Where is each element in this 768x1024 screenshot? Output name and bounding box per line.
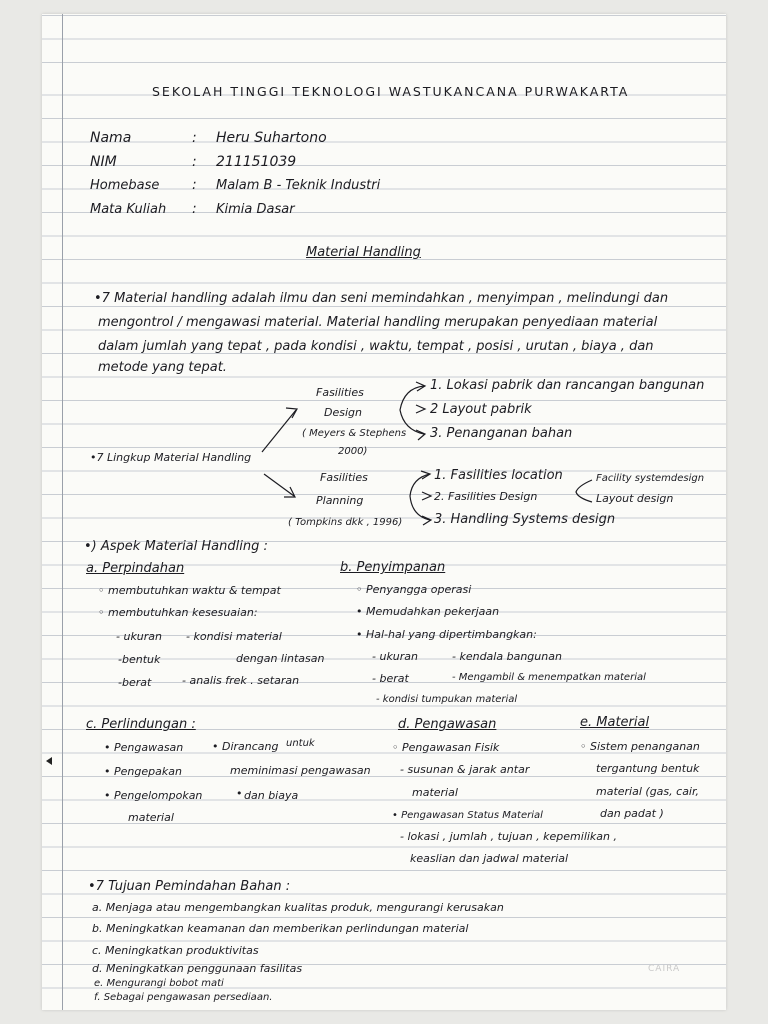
- aspect-e-title: e. Material: [580, 715, 650, 730]
- facilities-planning-item: 3. Handling Systems design: [434, 512, 616, 527]
- aspect-c-item: • Dirancang: [212, 740, 279, 753]
- aspect-c-item: • Pengepakan: [104, 765, 182, 778]
- brace-design: [576, 480, 592, 502]
- aspect-a-subitem: -berat: [118, 676, 152, 689]
- aspect-e-item: material (gas, cair,: [596, 785, 700, 798]
- aspect-a-subitem: dengan lintasan: [236, 652, 325, 665]
- aspect-b-subitem: - berat: [372, 672, 409, 685]
- identity-value: Kimia Dasar: [216, 202, 295, 217]
- aspect-a-subitem: - kondisi material: [186, 630, 282, 643]
- aspect-d-item: material: [412, 786, 458, 799]
- aspect-a-item: ◦ membutuhkan waktu & tempat: [98, 584, 281, 597]
- goal-item: b. Meningkatkan keamanan dan memberikan perlindungan material: [92, 922, 469, 935]
- facilities-design-item: 3. Penanganan bahan: [430, 426, 573, 441]
- aspect-c-item: meminimasi pengawasan: [230, 764, 371, 777]
- aspect-a-subitem: - analis frek . setaran: [182, 674, 300, 687]
- facilities-design-item: 2 Layout pabrik: [430, 402, 532, 417]
- identity-separator: :: [192, 130, 197, 146]
- definition-line: •7 Material handling adalah ilmu dan seni memindahkan , menyimpan , melindungi dan: [94, 291, 669, 306]
- facilities-design-source: ( Meyers & Stephens: [302, 428, 407, 439]
- aspects-heading: •) Aspek Material Handling :: [84, 539, 268, 554]
- identity-label: NIM: [90, 154, 117, 170]
- facilities-design-label: Fasilities: [316, 386, 364, 399]
- aspect-d-item: ◦ Pengawasan Fisik: [392, 741, 500, 754]
- identity-value: Heru Suhartono: [216, 130, 327, 146]
- identity-value: 211151039: [216, 154, 297, 170]
- aspect-b-subitem: - kondisi tumpukan material: [376, 694, 518, 705]
- aspect-b-item: • Memudahkan pekerjaan: [356, 605, 500, 618]
- aspect-b-subitem: - kendala bangunan: [452, 650, 562, 663]
- page-title: SEKOLAH TINGGI TEKNOLOGI WASTUKANCANA PURWAKARTA: [152, 84, 630, 99]
- identity-label: Mata Kuliah: [90, 202, 167, 217]
- brace-facilities-design: [400, 386, 424, 434]
- arrow-to-facilities-design: [262, 410, 296, 452]
- goal-item: c. Meningkatkan produktivitas: [92, 944, 259, 957]
- identity-label: Homebase: [90, 178, 160, 193]
- definition-line: mengontrol / mengawasi material. Material handling merupakan penyediaan material: [98, 315, 658, 330]
- identity-value: Malam B - Teknik Industri: [216, 178, 381, 193]
- aspect-e-item: dan padat ): [600, 807, 664, 820]
- goal-item: a. Menjaga atau mengembangkan kualitas produk, mengurangi kerusakan: [92, 901, 504, 914]
- aspect-a-subitem: - ukuran: [116, 630, 163, 643]
- aspect-a-title: a. Perpindahan: [86, 561, 185, 576]
- aspect-a-item: ◦ membutuhkan kesesuaian:: [98, 606, 258, 619]
- brace-facilities-planning: [410, 474, 430, 520]
- facilities-planning-source: ( Tompkins dkk , 1996): [288, 517, 403, 528]
- aspect-d-item: - susunan & jarak antar: [400, 763, 530, 776]
- topic-heading: Material Handling: [306, 245, 421, 260]
- goals-heading: •7 Tujuan Pemindahan Bahan :: [88, 879, 291, 894]
- aspect-d-title: d. Pengawasan: [398, 717, 497, 732]
- definition-line: dalam jumlah yang tepat , pada kondisi , waktu, tempat , posisi , urutan , biaya , dan: [98, 339, 654, 354]
- facilities-planning-item: 2. Fasilities Design: [434, 490, 538, 503]
- aspect-c-item: • Pengawasan: [104, 741, 184, 754]
- identity-separator: :: [192, 177, 197, 193]
- watermark: CAIRA: [648, 964, 681, 974]
- aspect-c-item: material: [128, 811, 174, 824]
- facilities-planning-label: Fasilities: [320, 471, 368, 484]
- aspect-e-item: tergantung bentuk: [596, 762, 700, 775]
- goal-item: f. Sebagai pengawasan persediaan.: [94, 992, 273, 1003]
- goal-item: d. Meningkatkan penggunaan fasilitas: [92, 962, 303, 975]
- goal-item: e. Mengurangi bobot mati: [94, 978, 224, 989]
- aspect-c-title: c. Perlindungan :: [86, 717, 196, 732]
- aspect-c-item: •: [236, 787, 243, 800]
- facilities-planning-label: Planning: [316, 494, 364, 507]
- aspect-d-item: - lokasi , jumlah , tujuan , kepemilikan ,: [400, 830, 618, 843]
- arrow-to-facilities-planning: [264, 474, 294, 496]
- facilities-design-item: 1. Lokasi pabrik dan rancangan bangunan: [430, 378, 705, 393]
- arrowhead: [422, 492, 431, 500]
- facilities-design-label: Design: [324, 406, 362, 419]
- aspect-c-item: • Pengelompokan: [104, 789, 203, 802]
- design-subitem: Facility systemdesign: [596, 473, 705, 484]
- facilities-planning-item: 1. Fasilities location: [434, 468, 563, 483]
- identity-label: Nama: [90, 130, 132, 146]
- definition-line: metode yang tepat.: [98, 360, 227, 375]
- aspect-a-subitem: -bentuk: [118, 653, 161, 666]
- aspect-d-item: • Pengawasan Status Material: [392, 810, 543, 821]
- facilities-design-source: 2000): [338, 446, 368, 457]
- aspect-d-item: keaslian dan jadwal material: [410, 852, 569, 865]
- aspect-c-item: dan biaya: [244, 789, 299, 802]
- identity-separator: :: [192, 154, 197, 170]
- design-subitem: Layout design: [596, 492, 674, 505]
- aspect-b-title: b. Penyimpanan: [340, 560, 446, 575]
- aspect-b-subitem: - Mengambil & menempatkan material: [452, 672, 646, 683]
- aspect-c-item: untuk: [286, 738, 315, 749]
- aspect-b-item: • Hal-hal yang dipertimbangkan:: [356, 628, 537, 641]
- identity-separator: :: [192, 201, 197, 217]
- aspect-e-item: ◦ Sistem penanganan: [580, 740, 700, 753]
- aspect-b-subitem: - ukuran: [372, 650, 419, 663]
- scope-label: •7 Lingkup Material Handling: [90, 451, 252, 464]
- aspect-b-item: ◦ Penyangga operasi: [356, 583, 472, 596]
- arrowhead: [416, 405, 425, 413]
